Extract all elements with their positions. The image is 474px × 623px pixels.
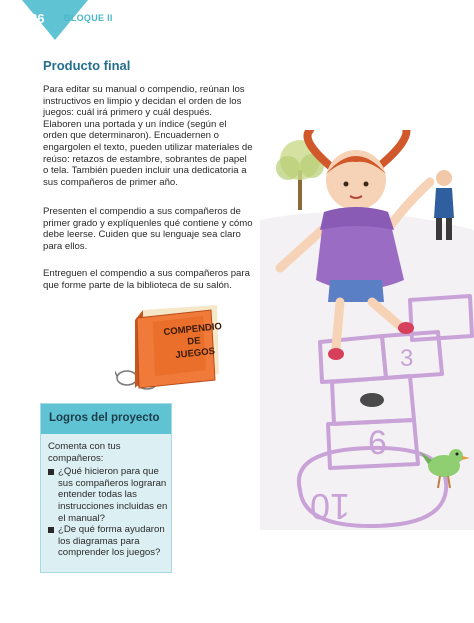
paragraph-instructions: Para editar su manual o compendio, reúnan los instructivos en limpio y decidan el orden de los juegos: cuál irá primero y cuál después. Elaboren una portada y un índice (según el orden que determinaron). Encuadernen o engargolen el texto, pueden utilizar materiales de reúso: retazos de estambre, sobrantes de papel o tela. También pueden incluir una dedicatoria a sus compañeros de primer año. xyxy=(43,84,253,188)
logros-box xyxy=(40,403,172,573)
logros-body xyxy=(48,441,170,559)
book-illustration xyxy=(115,300,235,395)
paragraph-delivery: Entreguen el compendio a sus compañeros para que forme parte de la biblioteca de su salón. xyxy=(43,268,250,291)
logros-list xyxy=(48,466,170,559)
square-bullet-icon xyxy=(48,469,54,475)
hopscotch-number-6: 6 xyxy=(368,424,387,462)
logros-title: Logros del proyecto xyxy=(41,404,171,434)
section-title: Producto final xyxy=(43,58,131,73)
paragraph-presentation: Presenten el compendio a sus compañeros de primer grado y explíquenles qué contiene y cómo debe leerse. Cuiden que su lenguaje sea claro para ellos. xyxy=(43,206,253,252)
bloque-label: BLOQUE II xyxy=(64,13,113,23)
book-cover-title: COMPENDIO DE JUEGOS xyxy=(162,321,223,361)
list-item: ¿Qué hicieron para que sus compañeros lograran entender todas las instrucciones incluidas en el manual? xyxy=(48,466,170,524)
square-bullet-icon xyxy=(48,527,54,533)
logros-intro: Comenta con tus compañeros: xyxy=(48,441,121,464)
hopscotch-illustration xyxy=(260,130,474,530)
list-item: ¿De qué forma ayudaron los diagramas para comprender los juegos? xyxy=(48,524,170,559)
stone-icon xyxy=(360,393,384,407)
hopscotch-number-3: 3 xyxy=(400,345,414,372)
hopscotch-number-10: 10 xyxy=(309,486,350,527)
page-number: 86 xyxy=(30,11,45,26)
